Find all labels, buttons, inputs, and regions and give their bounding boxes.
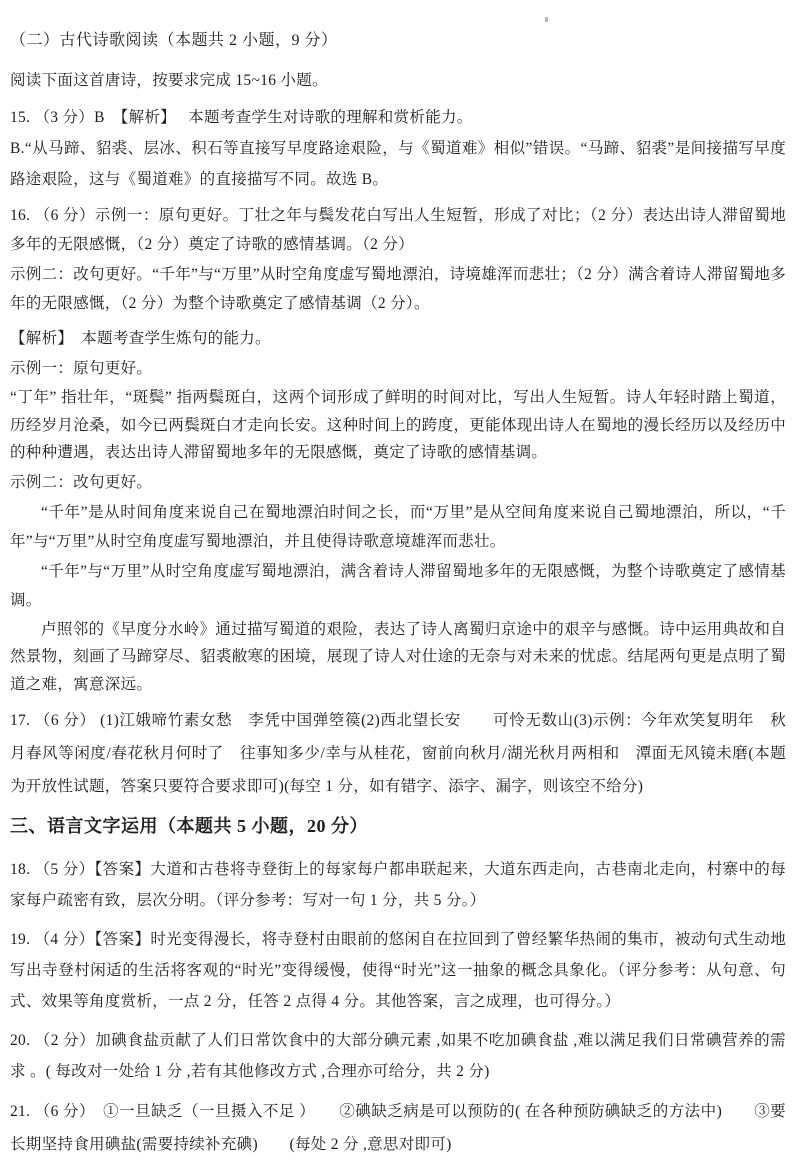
scan-artifact-dot [545,17,548,22]
q16-poem-summary-paragraph: 卢照邻的《早度分水岭》通过描写蜀道的艰险，表达了诗人离蜀归京途中的艰辛与感慨。诗中运用典故和自然景物，刻画了马蹄穿尽、貂裘敝寒的困境，展现了诗人对仕途的无奈与对未来的忧虑。结尾两句更是点明了蜀道之难，寓意深远。 [10,620,786,693]
section-header-poetry-reading: （二）古代诗歌阅读（本题共 2 小题，9 分） [10,32,338,49]
q16-example1-explanation: “丁年” 指壮年，“斑鬓” 指两鬓斑白，这两个词形成了鲜明的时间对比，写出人生短暂。诗人年轻时踏上蜀道，历经岁月沧桑，如今已两鬓斑白才走向长安。这种时间上的跨度，更能体现出诗人在蜀地的漫长经历以及经历中的种种遭遇，表达出诗人滞留蜀地多年的无限感慨，奠定了诗歌的感情基调。 [10,389,786,461]
q18-answer-paragraph: 18. （5 分）【答案】大道和古巷将寺登街上的每家每户都串联起来，大道东西走向，古巷南北走向，村寨中的每家每户疏密有致，层次分明。（评分参考：写对一句 1 分，共 5 分。） [10,861,786,909]
q21-answer-paragraph: 21. （6 分） ①一旦缺乏（一旦摄入不足 ） ②碘缺乏病是可以预防的( 在各种预防碘缺乏的方法中) ③要长期坚持食用碘盐(需要持续补充碘) (每处 2 分 ,意思对即可) [10,1103,786,1153]
q16-answer-example1: 16. （6 分）示例一：原句更好。丁壮之年与鬓发花白写出人生短暂，形成了对比；（2 分）表达出诗人滞留蜀地多年的无限感慨，（2 分）奠定了诗歌的感情基调。（2 分） [10,207,786,253]
poetry-intro-line: 阅读下面这首唐诗，按要求完成 15~16 小题。 [10,72,328,89]
q15-analysis-paragraph: B.“从马蹄、貂裘、层冰、积石等直接写早度路途艰险，与《蜀道难》相似”错误。“马蹄、貂裘”是间接描写早度路途艰险，这与《蜀道难》的直接描写不同。故选 B。 [10,140,786,188]
q16-answer-example2: 示例二：改句更好。“千年”与“万里”从时空角度虚写蜀地漂泊，诗境雄浑而悲壮；（2 分）满含着诗人滞留蜀地多年的无限感慨，（2 分）为整个诗歌奠定了感情基调（2 分）。 [10,266,786,312]
q16-example1-label: 示例一：原句更好。 [10,360,153,377]
q16-analysis-label: 【解析】 本题考查学生炼句的能力。 [10,330,271,347]
q19-answer-paragraph: 19. （4 分）【答案】时光变得漫长，将寺登村由眼前的悠闲自在拉回到了曾经繁华热闹的集市，被动句式生动地写出寺登村闲适的生活将客观的“时光”变得缓慢，使得“时光”这一抽象的概念具象化。（评分参考：从句意、句式、效果等角度赏析，一点 2 分，任答 2 点得 4 分。其他答案，言之成理，也可得分。） [10,931,786,1010]
q20-answer-paragraph: 20. （2 分）加碘食盐贡献了人们日常饮食中的大部分碘元素 ,如果不吃加碘食盐 ,难以满足我们日常碘营养的需求 。( 每改对一处给 1 分 ,若有其他修改方式 ,合理亦可给分，共 2 分) [10,1032,786,1080]
q15-answer-line: 15. （3 分）B 【解析】 本题考查学生对诗歌的理解和赏析能力。 [10,109,473,126]
q16-example2-paragraph2: “千年”与“万里”从时空角度虚写蜀地漂泊，满含着诗人滞留蜀地多年的无限感慨，为整个诗歌奠定了感情基调。 [10,562,786,609]
q17-answer-paragraph: 17. （6 分） (1)江娥啼竹素女愁 李凭中国弹箜篌(2)西北望长安 可怜无数山(3)示例：今年欢笑复明年 秋月春风等闲度/春花秋月何时了 往事知多少/幸与从桂花，窗前向秋月/湖光秋月两相和 潭面无风镜未磨(本题为开放性试题，答案只要符合要求即可)(每空 1 分，如有错字、添字、漏字，则该空不给分) [10,712,786,795]
q16-example2-paragraph1: “千年”是从时间角度来说自己在蜀地漂泊时间之长，而“万里”是从空间角度来说自己蜀地漂泊，所以，“千年”与“万里”从时空角度虚写蜀地漂泊，并且使得诗歌意境雄浑而悲壮。 [10,503,786,550]
q16-example2-label: 示例二：改句更好。 [10,473,153,491]
section-header-language-use: 三、语言文字运用（本题共 5 小题，20 分） [10,816,368,836]
